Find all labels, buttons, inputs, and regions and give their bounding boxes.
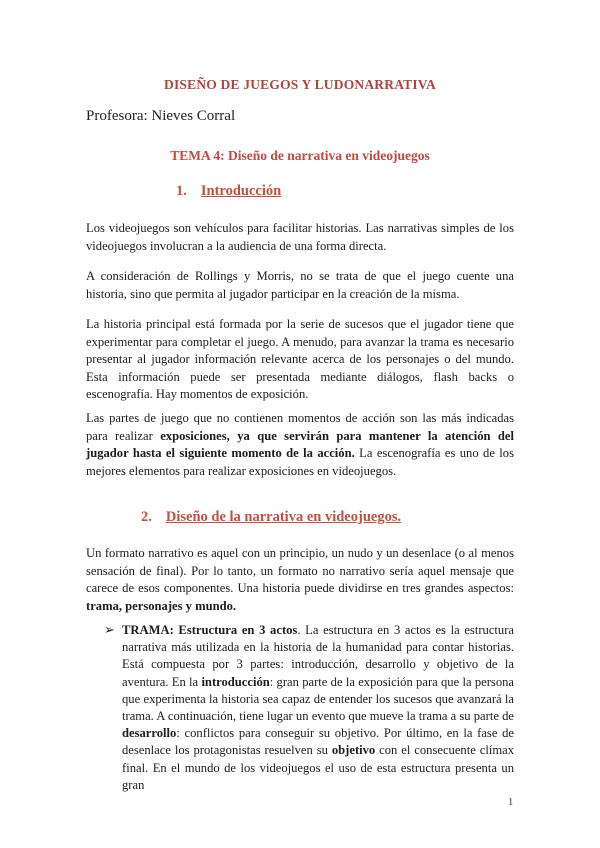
bold-text: exposiciones, ya que servirán para mantener la atención del jugador hasta el siguiente momento de la acción.	[86, 428, 514, 461]
professor-name: Profesora: Nieves Corral	[86, 108, 236, 124]
text-run: Un formato narrativo es aquel con un principio, un nudo y un desenlace (o al menos sensación de final). Por lo tanto, un formato no narrativo sería aquel mensaje que carece de esos componentes. Una historia puede dividirse en tres grandes aspectos:	[86, 546, 514, 596]
text-run: La escenografía es uno de los mejores elementos para realizar exposiciones en videojuegos.	[86, 446, 515, 478]
section-number: 2.	[141, 509, 152, 525]
paragraph: Los videojuegos son vehículos para facilitar historias. Las narrativas simples de los videojuegos involucran a la audiencia de una forma directa.	[86, 221, 514, 253]
paragraph: La historia principal está formada por la serie de sucesos que el jugador tiene que experimentar para completar el juego. A menudo, para avanzar la trama es necesario presentar al jugador información relevante acerca de los personajes o del mundo. Esta información puede ser presentada mediante diálogos, flash backs o escenografía. Hay momentos de exposición.	[86, 317, 514, 402]
bold-text: desarrollo	[122, 726, 177, 741]
text-run: Las partes de juego que no contienen momentos de acción son las más indicadas para realizar	[86, 411, 514, 443]
bold-text: objetivo	[331, 743, 376, 758]
section-heading-introduccion	[176, 183, 281, 200]
bold-text: introducción	[201, 674, 270, 689]
paragraph	[86, 545, 514, 615]
section-heading-diseno-narrativa	[141, 509, 401, 526]
page-number: 1	[508, 797, 514, 808]
section-number: 1.	[176, 183, 187, 199]
text-run: : conflictos para conseguir su objetivo. Por último, en la fase de desenlace los protagonistas resuelven su	[122, 726, 514, 758]
section-title: Introducción	[200, 183, 282, 199]
bold-text: trama, personajes y mundo.	[86, 598, 237, 613]
text-run: . La estructura en 3 actos es la estructura narrativa más utilizada en la historia de la humanidad para contar historias. Está compuesta por 3 partes: introducción, desarrollo y objetivo de la aventura. En la	[122, 623, 514, 689]
document-title: DISEÑO DE JUEGOS Y LUDONARRATIVA	[164, 77, 436, 92]
bold-text: TRAMA: Estructura en 3 actos	[122, 623, 298, 637]
topic-title: TEMA 4: Diseño de narrativa en videojuegos	[170, 148, 430, 163]
section-title: Diseño de la narrativa en videojuegos.	[165, 509, 402, 525]
paragraph: A consideración de Rollings y Morris, no se trata de que el juego cuente una historia, sino que permita al jugador participar en la creación de la misma.	[86, 269, 514, 301]
text-run: : gran parte de la exposición para que la persona que experimenta la historia sea capaz de entender los sucesos que avanzará la trama. A continuación, tiene lugar un evento que mueve la trama a su parte de	[122, 674, 515, 724]
paragraph	[86, 410, 514, 480]
list-item	[122, 622, 514, 794]
text-run: con el consecuente clímax final. En el mundo de los videojuegos el uso de esta estructura presenta un gran	[122, 743, 514, 792]
arrow-bullet-icon: ➢	[104, 622, 115, 637]
